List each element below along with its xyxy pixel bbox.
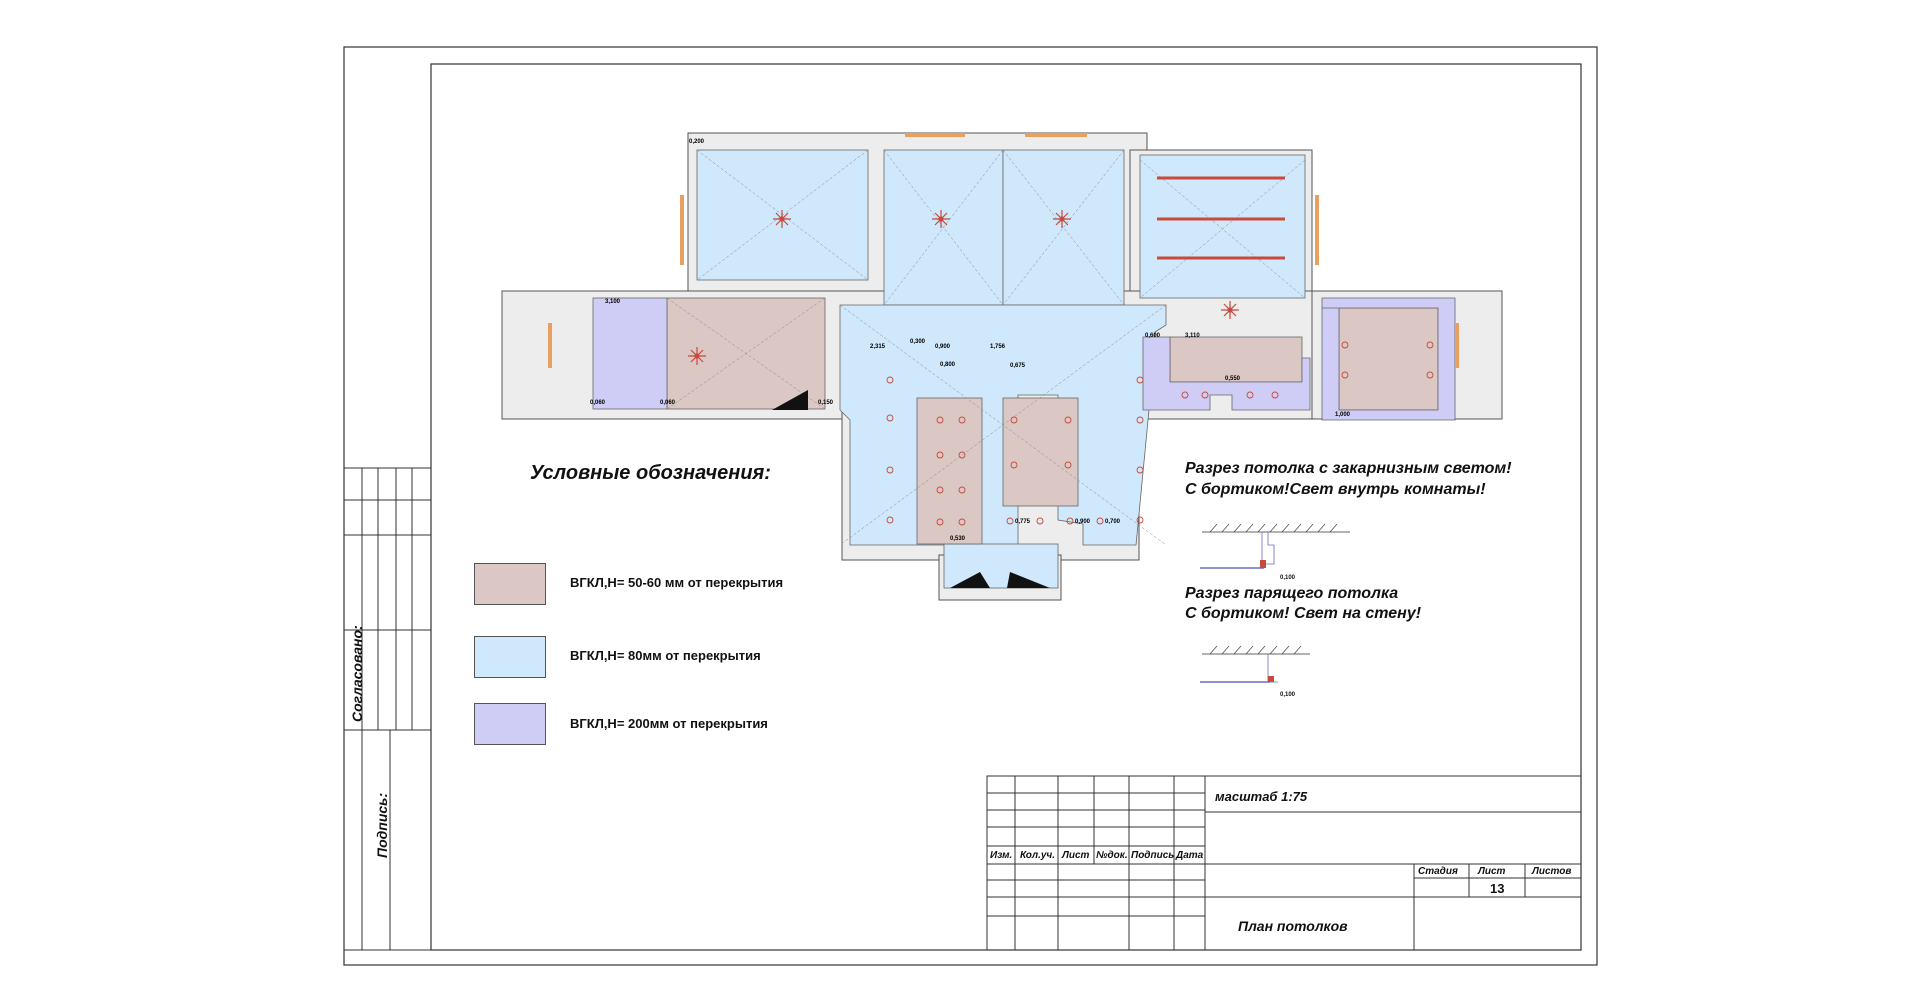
section-detail-1 bbox=[1200, 524, 1350, 568]
sheet-number: 13 bbox=[1490, 881, 1505, 896]
dim-label: 2,315 bbox=[870, 344, 886, 350]
signature-label: Подпись: bbox=[374, 792, 390, 858]
zone-left-strip bbox=[593, 298, 667, 409]
header-count: Кол.уч. bbox=[1020, 850, 1056, 861]
header-sheet: Лист bbox=[1062, 850, 1090, 861]
legend-swatch-200 bbox=[474, 703, 546, 745]
dim-label: 0,675 bbox=[1010, 363, 1026, 369]
floor-plan bbox=[502, 133, 1502, 600]
dim-label: 0,300 bbox=[910, 339, 926, 345]
section2-dim: 0,100 bbox=[1280, 692, 1296, 698]
header-date: Дата bbox=[1176, 850, 1204, 861]
dim-label: 0,900 bbox=[1075, 519, 1091, 525]
dim-label: 1,756 bbox=[990, 344, 1006, 350]
legend-swatch-50-60 bbox=[474, 563, 546, 605]
header-change: Изм. bbox=[990, 850, 1013, 861]
section1-dim: 0,100 bbox=[1280, 575, 1296, 581]
section1-subtitle: С бортиком!Свет внутрь комнаты! bbox=[1185, 481, 1486, 498]
legend-label-80: ВГКЛ,Н= 80мм от перекрытия bbox=[570, 648, 761, 663]
dim-label: 0,060 bbox=[590, 400, 606, 406]
sheet-label: Лист bbox=[1478, 866, 1506, 877]
stage-label: Стадия bbox=[1418, 866, 1458, 877]
header-doc-number: №док. bbox=[1096, 850, 1128, 861]
zone-corridor-b bbox=[1003, 398, 1078, 506]
scale-label: масштаб 1:75 bbox=[1215, 789, 1308, 804]
zone-vestibule bbox=[944, 544, 1058, 588]
legend-label-50-60: ВГКЛ,Н= 50-60 мм от перекрытия bbox=[570, 575, 784, 590]
zone-corridor-a bbox=[917, 398, 982, 544]
dim-label: 0,150 bbox=[818, 400, 834, 406]
dim-label: 0,800 bbox=[940, 362, 956, 368]
sheets-label: Листов bbox=[1532, 866, 1572, 877]
zone-right-room bbox=[1339, 308, 1438, 410]
dim-label: 0,600 bbox=[1145, 333, 1161, 339]
legend-title: Условные обозначения: bbox=[530, 462, 771, 484]
dim-label: 3,110 bbox=[1185, 333, 1200, 339]
dim-label: 0,060 bbox=[660, 400, 676, 406]
dim-label: 0,530 bbox=[950, 536, 966, 542]
approved-label: Согласовано: bbox=[349, 625, 365, 722]
legend-swatch-80 bbox=[474, 636, 546, 678]
dim-label: 3,100 bbox=[605, 299, 621, 305]
section1-title: Разрез потолка с закарнизным светом! bbox=[1185, 460, 1512, 477]
header-signature: Подпись bbox=[1131, 850, 1175, 861]
dim-label: 0,550 bbox=[1225, 376, 1241, 382]
drawing-title: План потолков bbox=[1238, 918, 1348, 934]
section2-title: Разрез парящего потолка bbox=[1185, 585, 1399, 602]
section-detail-2 bbox=[1200, 646, 1310, 682]
dim-label: 0,900 bbox=[935, 344, 951, 350]
dim-label: 0,775 bbox=[1015, 519, 1031, 525]
section2-subtitle: С бортиком! Свет на стену! bbox=[1185, 605, 1422, 622]
dim-label: 0,200 bbox=[689, 139, 705, 145]
legend-label-200: ВГКЛ,Н= 200мм от перекрытия bbox=[570, 716, 768, 731]
zone-room-4 bbox=[1140, 155, 1305, 298]
dim-label: 1,000 bbox=[1335, 412, 1351, 418]
dim-label: 0,700 bbox=[1105, 519, 1121, 525]
